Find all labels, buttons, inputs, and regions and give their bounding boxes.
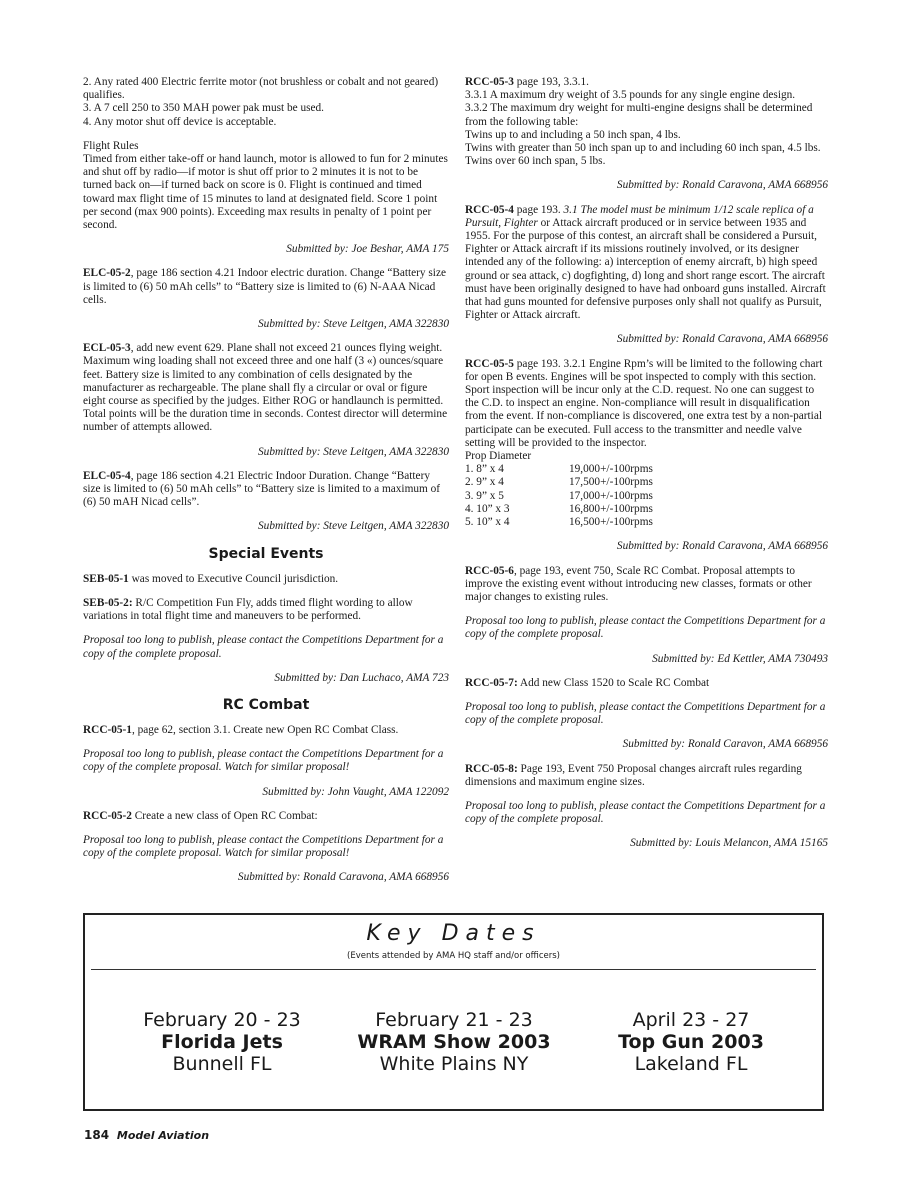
rule-item-2: 2. Any rated 400 Electric ferrite motor (not brushless or cobalt and not geared) qualifies. (83, 76, 439, 102)
proposal-text: Add new Class 1520 to Scale RC Combat (517, 676, 710, 689)
proposal-ecl-05-3 (83, 342, 449, 434)
submitted-by: Submitted by: Ed Kettler, AMA 730493 (652, 652, 828, 665)
submitted-by: Submitted by: Steve Leitgen, AMA 322830 (258, 445, 449, 458)
proposal-rcc-05-7 (465, 677, 828, 690)
proposal-italic-text: 3.1 The model must be minimum 1/12 scale replica of a Pursuit, Fighter (465, 203, 814, 229)
prop-row (465, 463, 828, 476)
left-column (83, 76, 449, 896)
submitted-by: Submitted by: Ronald Caravona, AMA 668956 (616, 179, 828, 192)
event-name: Top Gun 2003 (618, 1031, 764, 1053)
proposal-code: SEB-05-1 (83, 572, 129, 585)
proposal-rcc-05-6 (465, 565, 828, 605)
key-dates-subtitle: (Events attended by AMA HQ staff and/or officers) (347, 951, 560, 961)
submitted-by: Submitted by: Ronald Caravona, AMA 668956 (616, 333, 828, 346)
prop-rpm: 16,500+/-100rpms (569, 516, 653, 529)
submitted-by: Submitted by: John Vaught, AMA 122092 (262, 785, 449, 798)
proposal-note: Proposal too long to publish, please contact the Competitions Department for a copy of the complete proposal. (465, 700, 826, 727)
prop-size: 1. 8” x 4 (465, 463, 504, 476)
key-date-event (99, 1009, 345, 1075)
prop-rpm: 19,000+/-100rpms (569, 463, 653, 476)
prop-size: 4. 10” x 3 (465, 502, 510, 515)
submitted-by: Submitted by: Ronald Caravon, AMA 668956 (622, 738, 828, 751)
rc-combat-heading: RC Combat (222, 696, 310, 713)
proposal-code: RCC-05-4 (465, 203, 514, 216)
key-dates-box (83, 913, 824, 1111)
flight-rules-title: Flight Rules (83, 139, 139, 152)
prop-rpm: 16,800+/-100rpms (569, 502, 653, 515)
submitted-by: Submitted by: Ronald Caravona, AMA 668956 (616, 540, 828, 553)
proposal-text: , add new event 629. Plane shall not exceed 21 ounces flying weight. Maximum wing loading shall not exceed three and one half (3 «) ounces/square feet. Battery size is limited to any combination of cells designated by the manufacturer as rechargeable. The plane shall fly a circular or oval or figure eight course as specified by the judges. Either ROG or handlaunch is permitted. Total points will be the duration time in seconds. Contest director will determine number of attempts allowed. (83, 342, 448, 434)
proposal-note: Proposal too long to publish, please contact the Competitions Department for a copy of the complete proposal. Watch for similar proposal! (83, 833, 444, 860)
proposal-seb-05-2 (83, 597, 449, 623)
rule-line: 3.3.1 A maximum dry weight of 3.5 pounds for any single engine design. (465, 89, 796, 102)
right-column (465, 76, 828, 862)
prop-table (465, 463, 828, 529)
proposal-code: RCC-05-1 (83, 723, 132, 736)
special-events-heading: Special Events (208, 545, 324, 562)
prop-rpm: 17,500+/-100rpms (569, 476, 653, 489)
proposal-text: , page 62, section 3.1. Create new Open RC Combat Class. (131, 723, 399, 736)
prop-row (465, 490, 828, 503)
proposal-rcc-05-5 (465, 358, 828, 450)
rule-line: Twins up to and including a 50 inch span, 4 lbs. (465, 128, 681, 141)
proposal-code: RCC-05-8: (465, 762, 518, 775)
proposal-text: page 193. (513, 203, 564, 216)
proposal-text: Page 193, Event 750 Proposal changes aircraft rules regarding dimensions and maximum engine sizes. (465, 762, 802, 788)
event-name: WRAM Show 2003 (357, 1031, 551, 1053)
proposal-elc-05-2 (83, 267, 449, 307)
proposal-seb-05-1 (83, 573, 449, 586)
proposal-rcc-05-3 (465, 76, 828, 89)
magazine-name: Model Aviation (116, 1129, 210, 1142)
event-date: February 21 - 23 (375, 1009, 533, 1031)
proposal-note: Proposal too long to publish, please contact the Competitions Department for a copy of the complete proposal. Watch for similar proposal! (83, 748, 444, 774)
prop-row (465, 476, 828, 489)
prop-size: 2. 9” x 4 (465, 476, 504, 489)
proposal-note: Proposal too long to publish, please contact the Competitions Department for a copy of the complete proposal. (83, 634, 444, 660)
proposal-text: page 193, 3.3.1. (513, 76, 589, 88)
proposal-text: R/C Competition Fun Fly, adds timed flight wording to allow variations in total flight time and maneuvers to be performed. (83, 596, 413, 623)
proposal-note: Proposal too long to publish, please contact the Competitions Department for a copy of the complete proposal. (465, 799, 826, 826)
rule-item-4: 4. Any motor shut off device is acceptable. (83, 115, 277, 128)
proposal-text: or Attack aircraft produced or in service between 1935 and 1955. For the purpose of this contest, an aircraft shall be considered a Pursuit, Fighter or Attack aircraft if its missions routinely involved, or its designer intended any of the following: a) interception of enemy aircraft, b) high speed ground or sea attack, c) dogfighting, d) long and short range escort. The aircraft must have been originally designed to have had onboard guns installed. Aircraft that had guns mounted for defensive purposes only shall not qualify as Pursuit, Fighter or Attack aircraft. (465, 216, 826, 322)
submitted-by: Submitted by: Steve Leitgen, AMA 322830 (258, 318, 449, 331)
submitted-by: Submitted by: Steve Leitgen, AMA 322830 (258, 520, 449, 533)
prop-row (465, 503, 828, 516)
prop-size: 5. 10” x 4 (465, 516, 510, 529)
event-date: February 20 - 23 (143, 1009, 301, 1031)
proposal-code: RCC-05-7: (465, 676, 518, 689)
submitted-by: Submitted by: Ronald Caravona, AMA 668956 (237, 871, 449, 884)
proposal-text: page 193. 3.2.1 Engine Rpm’s will be limited to the following chart for open B events. Engines will be spot inspected to comply with this section. Sport inspection will be incur only at the C.D. request. No one can suggest to the C.D. to inspect an engine. Non-compliance will result in disqualification from the event. If non-compliance is discovered, one extra test by a non-partial participate can be executed. Full access to the transmitter and needle valve setting will be provided to the inspector. (465, 357, 823, 449)
key-dates-title: Key Dates (366, 921, 541, 946)
proposal-code: RCC-05-3 (465, 76, 514, 88)
rule-line: Twins with greater than 50 inch span up to and including 60 inch span, 4.5 lbs. (465, 142, 821, 155)
proposal-code: RCC-05-2 (83, 809, 132, 822)
prop-rpm: 17,000+/-100rpms (569, 489, 653, 502)
prop-table-header: Prop Diameter (465, 450, 532, 463)
rule-line: Twins over 60 inch span, 5 lbs. (465, 155, 606, 168)
proposal-rcc-05-4 (465, 204, 828, 323)
submitted-by: Submitted by: Joe Beshar, AMA 175 (286, 243, 449, 256)
proposal-code: SEB-05-2: (83, 596, 133, 609)
proposal-text: was moved to Executive Council jurisdiction. (128, 572, 339, 585)
submitted-by: Submitted by: Dan Luchaco, AMA 723 (274, 671, 449, 684)
prop-row (465, 516, 828, 529)
proposal-rcc-05-8 (465, 763, 828, 789)
page-footer (84, 1128, 209, 1142)
proposal-text: , page 186 section 4.21 Indoor electric duration. Change “Battery size is limited to (6) 50 mAh cells” to “Battery size is limited to (6) N-AAA Nicad cells. (83, 267, 446, 306)
rule-line: 3.3.2 The maximum dry weight for multi-engine designs shall be determined from the following table: (465, 102, 813, 128)
prop-size: 3. 9” x 5 (465, 489, 504, 502)
proposal-code: ELC-05-2 (83, 267, 131, 280)
event-date: April 23 - 27 (632, 1009, 750, 1031)
flight-rules-text: Timed from either take-off or hand launch, motor is allowed to fun for 2 minutes and shut off by radio—if motor is shut off prior to 2 minutes it is not to be turned back on—if turned back on score is 0. Flight is continued and timed toward max flight time of 15 minutes to land at designated field. Score 1 point per second (max 900 points). Exceeding max results in penalty of 1 point per second. (83, 153, 448, 232)
page-number: 184 (84, 1128, 110, 1142)
proposal-text: , page 186 section 4.21 Electric Indoor Duration. Change “Battery size is limited to (6) 50 mAh cells” to “Battery size is limited to a maximum of (6) 50 mAH Nicad cells”. (83, 469, 441, 509)
event-location: Bunnell FL (172, 1053, 272, 1075)
event-location: Lakeland FL (634, 1053, 748, 1075)
proposal-text: , page 193, event 750, Scale RC Combat. Proposal attempts to improve the existing event without introducing new classes, formats or other major changes to existing rules. (465, 564, 812, 603)
event-name: Florida Jets (161, 1031, 283, 1053)
proposal-rcc-05-1 (83, 724, 449, 737)
submitted-by: Submitted by: Louis Melancon, AMA 15165 (630, 837, 828, 850)
proposal-code: RCC-05-5 (465, 357, 514, 370)
proposal-code: RCC-05-6 (465, 564, 514, 577)
proposal-text: Create a new class of Open RC Combat: (131, 809, 318, 822)
proposal-code: ECL-05-3 (83, 342, 131, 355)
proposal-rcc-05-2 (83, 810, 449, 823)
key-dates-divider (91, 969, 816, 970)
proposal-note: Proposal too long to publish, please contact the Competitions Department for a copy of the complete proposal. (465, 615, 826, 641)
rule-item-3: 3. A 7 cell 250 to 350 MAH power pak must be used. (83, 102, 324, 115)
event-location: White Plains NY (379, 1053, 529, 1075)
proposal-code: ELC-05-4 (83, 469, 131, 482)
key-date-event (568, 1009, 814, 1075)
proposal-elc-05-4 (83, 470, 449, 510)
key-date-event (331, 1009, 577, 1075)
